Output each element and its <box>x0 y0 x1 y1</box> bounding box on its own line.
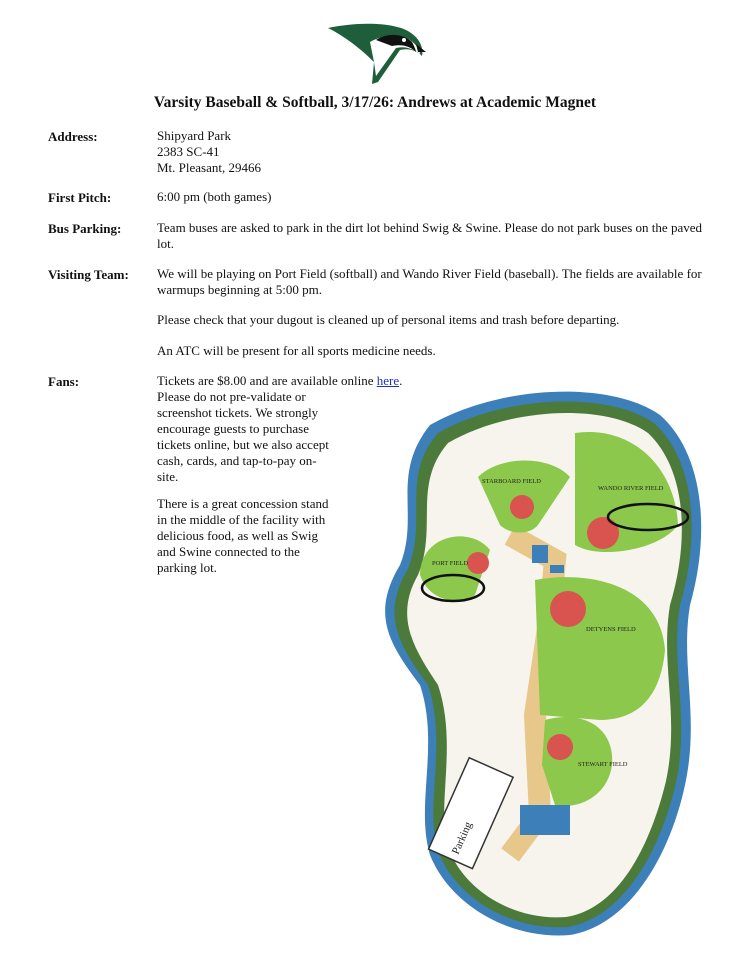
blue-building <box>520 805 570 835</box>
address-line-3: Mt. Pleasant, 29466 <box>157 160 261 175</box>
detyens-field-label: DETYENS FIELD <box>586 626 636 633</box>
visiting-team-p3: An ATC will be present for all sports medicine needs. <box>157 343 436 358</box>
visiting-team-label: Visiting Team: <box>48 267 129 282</box>
address-value <box>157 128 717 176</box>
first-pitch-value: 6:00 pm (both games) <box>157 189 272 204</box>
fans-label: Fans: <box>48 374 80 389</box>
fans-concession-text: There is a great concession stand in the middle of the facility with delicious food, as well as Swig and Swine connected to the parking lot. <box>157 496 329 575</box>
visiting-team-p1: We will be playing on Port Field (softball) and Wando River Field (baseball). The fields are available for warmups beginning at 5:00 pm. <box>157 266 702 297</box>
stewart-field-label: STEWART FIELD <box>578 761 628 768</box>
bus-parking-label: Bus Parking: <box>48 221 122 236</box>
port-field-label: PORT FIELD <box>432 560 469 567</box>
starboard-field-label: STARBOARD FIELD <box>482 478 541 485</box>
visiting-team-p2: Please check that your dugout is cleaned up of personal items and trash before departing. <box>157 312 620 327</box>
address-label: Address: <box>48 129 98 144</box>
first-pitch-label: First Pitch: <box>48 190 112 205</box>
fans-tickets-text: Please do not pre-validate or screenshot tickets. We strongly encourage guests to purchase tickets online, but we also accept cash, cards, and tap-to-pay on-site. <box>157 389 329 484</box>
dugout-building <box>550 565 564 573</box>
address-line-2: 2383 SC-41 <box>157 144 220 159</box>
tickets-suffix: . <box>399 373 403 388</box>
page-title: Varsity Baseball & Softball, 3/17/26: Andrews at Academic Magnet <box>153 94 597 111</box>
address-line-1: Shipyard Park <box>157 128 232 143</box>
wando-field-label: WANDO RIVER FIELD <box>598 485 664 492</box>
tickets-prefix: Tickets are $8.00 and are available online <box>157 373 377 388</box>
bus-parking-value: Team buses are asked to park in the dirt lot behind Swig & Swine. Please do not park buses on the paved lot. <box>157 220 702 251</box>
central-building <box>532 545 548 563</box>
tickets-link[interactable]: here <box>376 373 400 388</box>
hawk-logo-icon <box>326 22 426 86</box>
parking-label: Parking <box>449 820 475 857</box>
park-map <box>360 385 720 940</box>
